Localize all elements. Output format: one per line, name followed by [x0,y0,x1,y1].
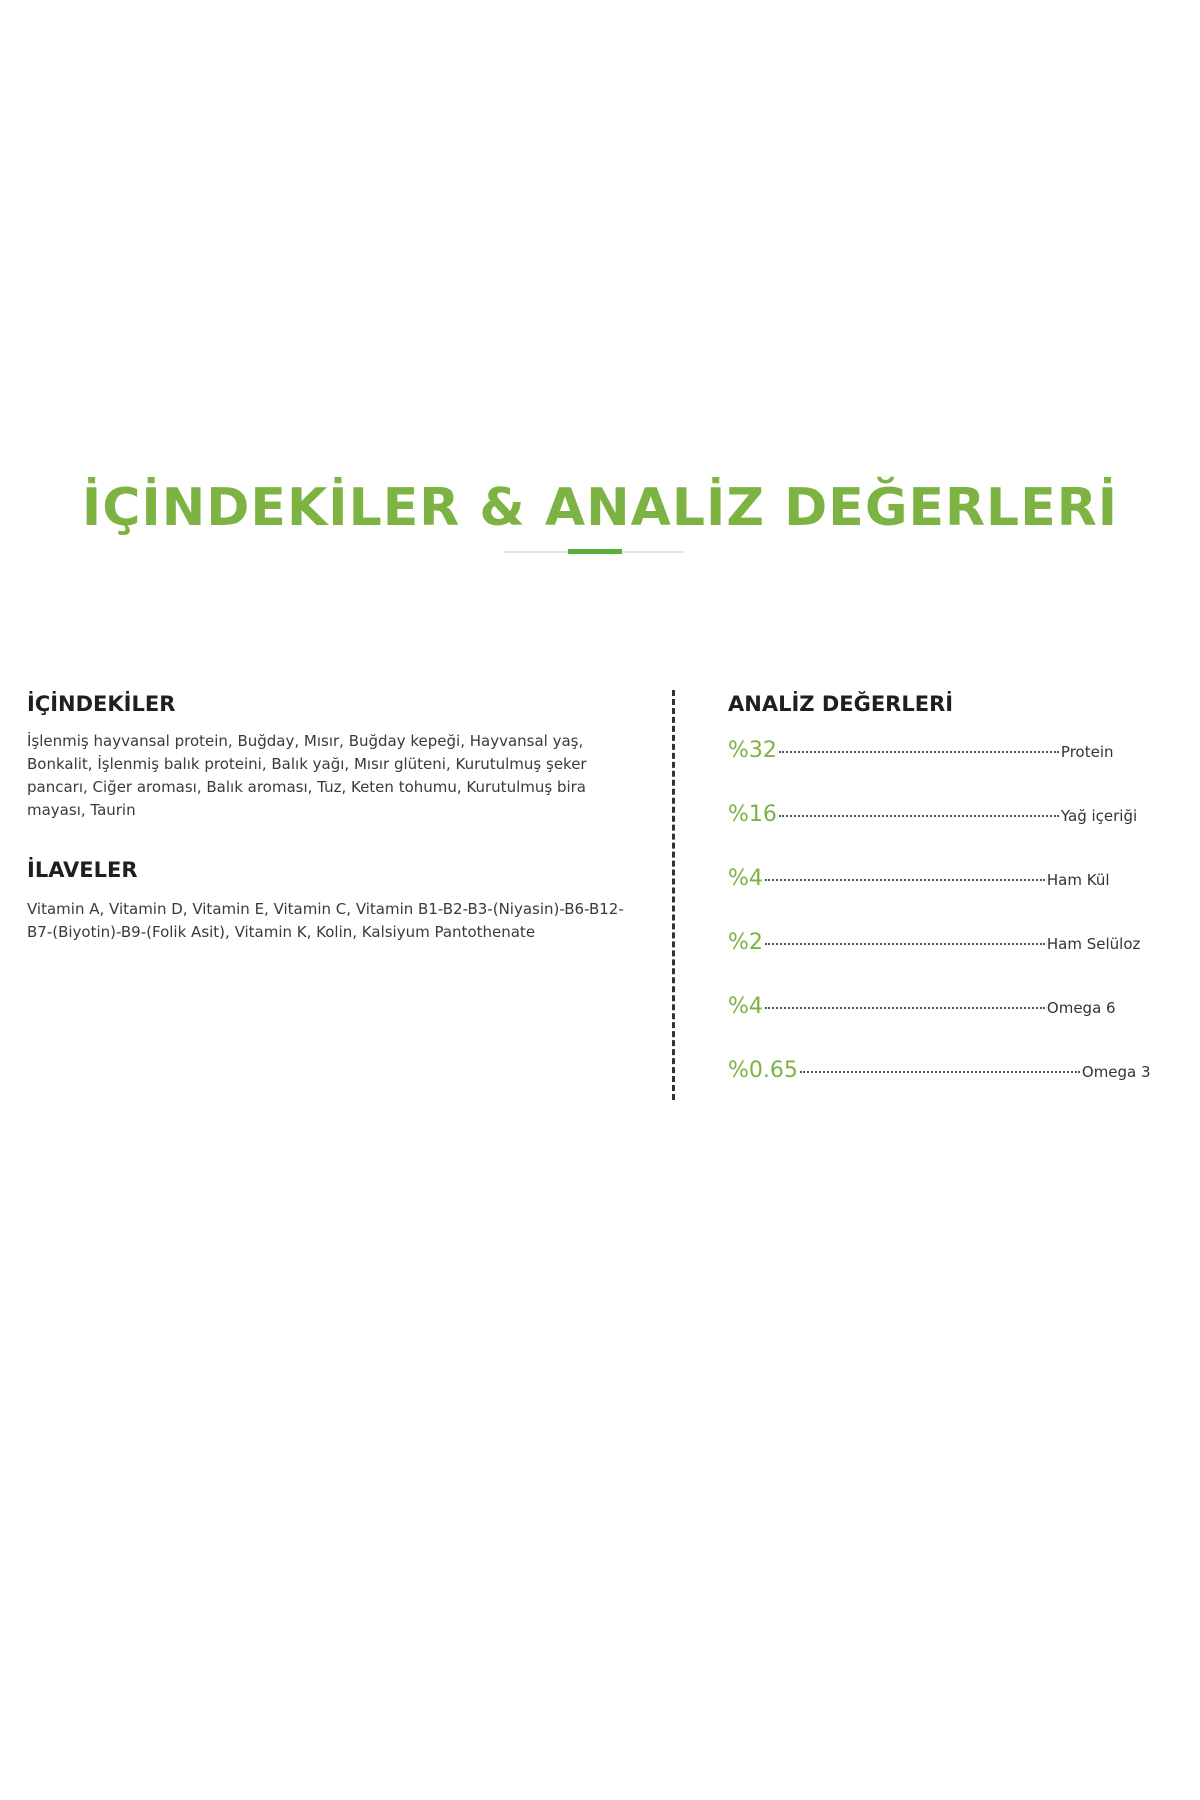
analysis-row-fat [728,802,1168,866]
analysis-row-ash [728,866,1168,930]
column-divider [672,690,675,1100]
analysis-value: %32 [728,738,777,763]
analysis-value: %4 [728,866,763,891]
analysis-row-fiber [728,930,1168,994]
ingredients-text: İşlenmiş hayvansal protein, Buğday, Mısır, Buğday kepeği, Hayvansal yaş, Bonkalit, İşlenmiş balık proteini, Balık yağı, Mısır glüteni, Kurutulmuş şeker pancarı, Ciğer aroması, Balık aroması, Tuz, Keten tohumu, Kurutulmuş bira mayası, Taurin [27,732,587,819]
analysis-label: Ham Selüloz [1046,935,1141,953]
dotted-leader [779,815,1059,817]
analysis-label: Omega 3 [1081,1063,1151,1081]
analysis-value: %4 [728,994,763,1019]
analysis-heading: ANALİZ DEĞERLERİ [728,692,954,716]
analysis-row-protein [728,738,1168,802]
analysis-row-omega6 [728,994,1168,1058]
analysis-label: Ham Kül [1046,871,1110,889]
dotted-leader [765,1007,1045,1009]
analysis-label: Omega 6 [1046,999,1116,1017]
dotted-leader [765,943,1045,945]
analysis-list [728,738,1168,1122]
additives-heading: İLAVELER [27,858,138,882]
analysis-label: Protein [1060,743,1114,761]
analysis-column [728,690,1168,1122]
ingredients-column [27,690,627,944]
analysis-row-omega3 [728,1058,1168,1122]
ingredients-heading: İÇİNDEKİLER [27,692,176,716]
analysis-label: Yağ içeriği [1060,807,1138,825]
dotted-leader [800,1071,1080,1073]
analysis-value: %16 [728,802,777,827]
dotted-leader [765,879,1045,881]
analysis-value: %0.65 [728,1058,798,1083]
dotted-leader [779,751,1059,753]
title-divider-accent [568,549,622,554]
page-title: İÇİNDEKİLER & ANALİZ DEĞERLERİ [81,478,1119,538]
analysis-value: %2 [728,930,763,955]
additives-text: Vitamin A, Vitamin D, Vitamin E, Vitamin C, Vitamin B1-B2-B3-(Niyasin)-B6-B12-B7-(Biyotin)-B9-(Folik Asit), Vitamin K, Kolin, Kalsiyum Pantothenate [27,900,624,941]
